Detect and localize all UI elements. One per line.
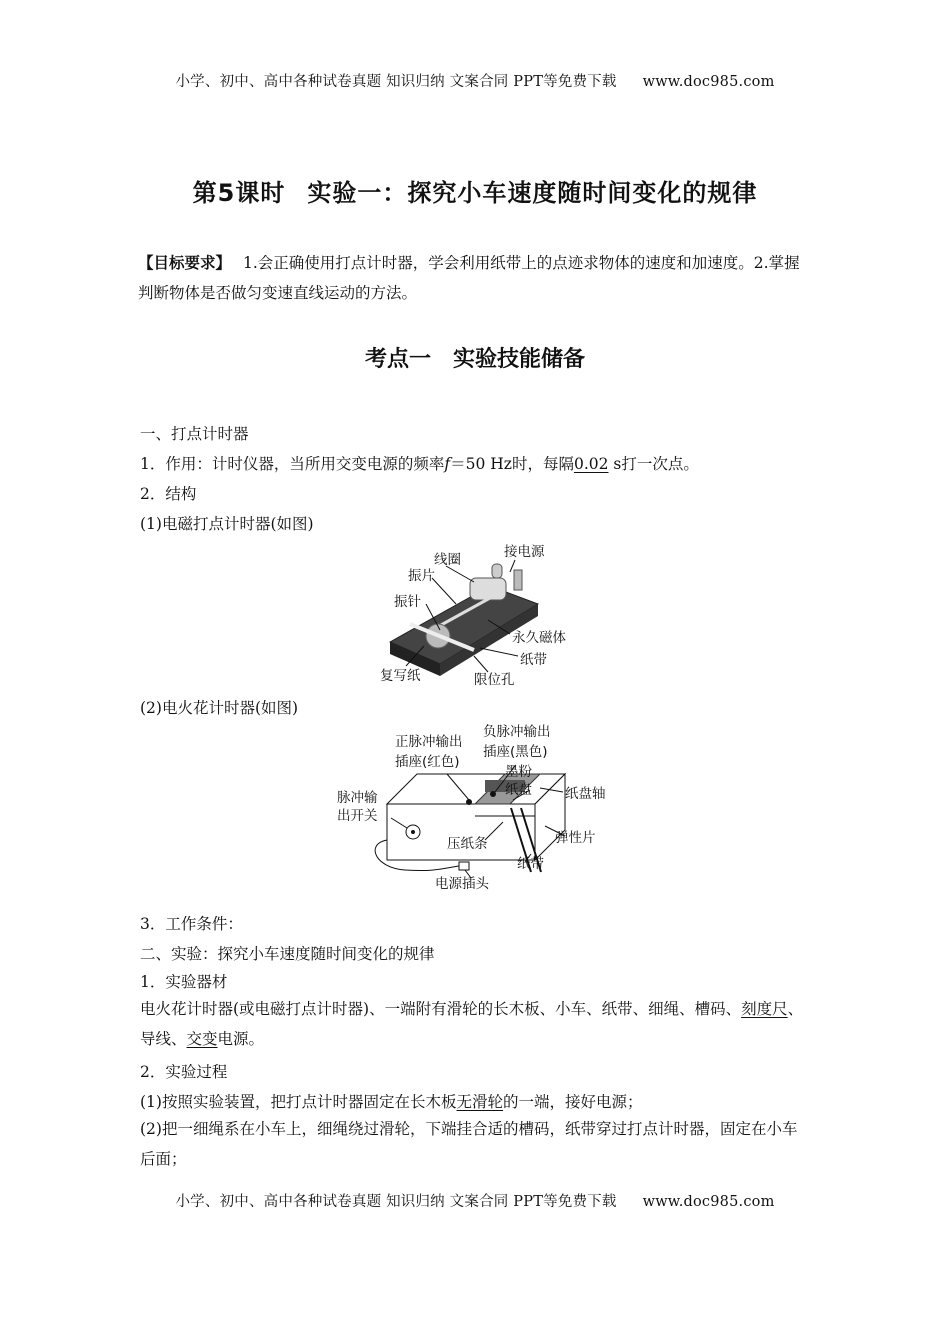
fig2-label-switch-2: 出开关 [337, 808, 378, 824]
fig1-label-vibrating-plate: 振片 [408, 568, 435, 584]
spark-timer-figure [335, 722, 620, 894]
fig2-label-negative-2: 插座(黑色) [483, 744, 548, 760]
page-footer [0, 1190, 950, 1211]
footer-site[interactable]: www.doc985.com [642, 1194, 775, 1210]
lesson-name: 实验一：探究小车速度随时间变化的规律 [307, 179, 758, 207]
item1-interval-answer: 0.02 [573, 455, 609, 473]
electromagnetic-timer-figure [370, 538, 590, 690]
fig1-label-coil: 线圈 [434, 552, 461, 568]
equip-answer-ac: 交变 [186, 1030, 218, 1048]
fig1-label-limit-hole: 限位孔 [474, 672, 515, 688]
page-header [0, 70, 950, 91]
fig2-label-plug: 电源插头 [435, 876, 489, 892]
header-site[interactable]: www.doc985.com [642, 74, 775, 90]
section-heading [0, 342, 950, 373]
goal-tag: 【目标要求】 [138, 254, 232, 272]
step1 [140, 1090, 643, 1112]
fig1-label-power: 接电源 [504, 544, 545, 560]
item1-text-c: s打一次点。 [608, 455, 699, 473]
equip-text-a: 电火花计时器(或电磁打点计时器)、一端附有滑轮的长木板、小车、纸带、细绳、槽码、 [140, 1000, 742, 1018]
part2-item2: 2．实验过程 [140, 1063, 228, 1081]
fig2-label-negative-1: 负脉冲输出 [483, 724, 551, 740]
step2: (2)把一细绳系在小车上，细绳绕过滑轮，下端挂合适的槽码，纸带穿过打点计时器，固定在小车后面； [140, 1120, 798, 1168]
fig2-label-tape: 纸带 [517, 856, 544, 872]
fig2-label-disc: 纸盘 [505, 782, 532, 798]
goal-text: 1.会正确使用打点计时器，学会利用纸带上的点迹求物体的速度和加速度。2.掌握判断物体是否做匀变速直线运动的方法。 [138, 254, 800, 302]
part2-item1: 1．实验器材 [140, 973, 228, 991]
fig2-label-positive-2: 插座(红色) [395, 754, 460, 770]
fig1-label-carbon-paper: 复写纸 [380, 668, 421, 684]
fig1-label-tape: 纸带 [520, 652, 547, 668]
part1-item1 [140, 452, 699, 474]
footer-text: 小学、初中、高中各种试卷真题 知识归纳 文案合同 PPT等免费下载 [175, 1194, 617, 1210]
part1-item2: 2．结构 [140, 485, 197, 503]
part1-sub2: (2)电火花计时器(如图) [140, 699, 299, 717]
fig2-label-press-strip: 压纸条 [447, 836, 488, 852]
page-title [0, 173, 950, 208]
goal-paragraph [138, 248, 814, 308]
fig1-label-needle: 振针 [394, 594, 421, 610]
section-number: 考点一 [364, 347, 431, 372]
equip-text-b: 、导线、 [140, 1000, 804, 1048]
step1-answer: 无滑轮 [456, 1093, 503, 1111]
fig2-label-disc-axle: 纸盘轴 [565, 786, 606, 802]
item1-frequency-symbol: f [444, 455, 451, 473]
lesson-number: 第5课时 [192, 179, 286, 207]
fig1-label-magnet: 永久磁体 [512, 630, 566, 646]
part1-heading: 一、打点计时器 [140, 425, 249, 443]
header-text: 小学、初中、高中各种试卷真题 知识归纳 文案合同 PPT等免费下载 [175, 74, 617, 90]
equip-answer-ruler: 刻度尺 [741, 1000, 788, 1018]
part1-item3: 3．工作条件： [140, 915, 243, 933]
equip-text-c: 电源。 [217, 1030, 265, 1048]
fig2-label-spring: 弹性片 [555, 830, 596, 846]
fig2-label-toner: 墨粉 [505, 764, 532, 780]
step1-text-a: (1)按照实验装置，把打点计时器固定在长木板 [140, 1093, 457, 1111]
item1-text-a: 1．作用：计时仪器，当所用交变电源的频率 [140, 455, 445, 473]
part1-sub1: (1)电磁打点计时器(如图) [140, 515, 314, 533]
item1-text-b: ＝50 Hz时，每隔 [450, 455, 574, 473]
fig2-label-positive-1: 正脉冲输出 [395, 734, 463, 750]
fig2-label-switch-1: 脉冲输 [337, 790, 378, 806]
section-name: 实验技能储备 [453, 347, 586, 372]
equipment-paragraph [140, 994, 812, 1054]
step1-text-b: 的一端，接好电源； [502, 1093, 643, 1111]
part2-heading: 二、实验：探究小车速度随时间变化的规律 [140, 945, 435, 963]
